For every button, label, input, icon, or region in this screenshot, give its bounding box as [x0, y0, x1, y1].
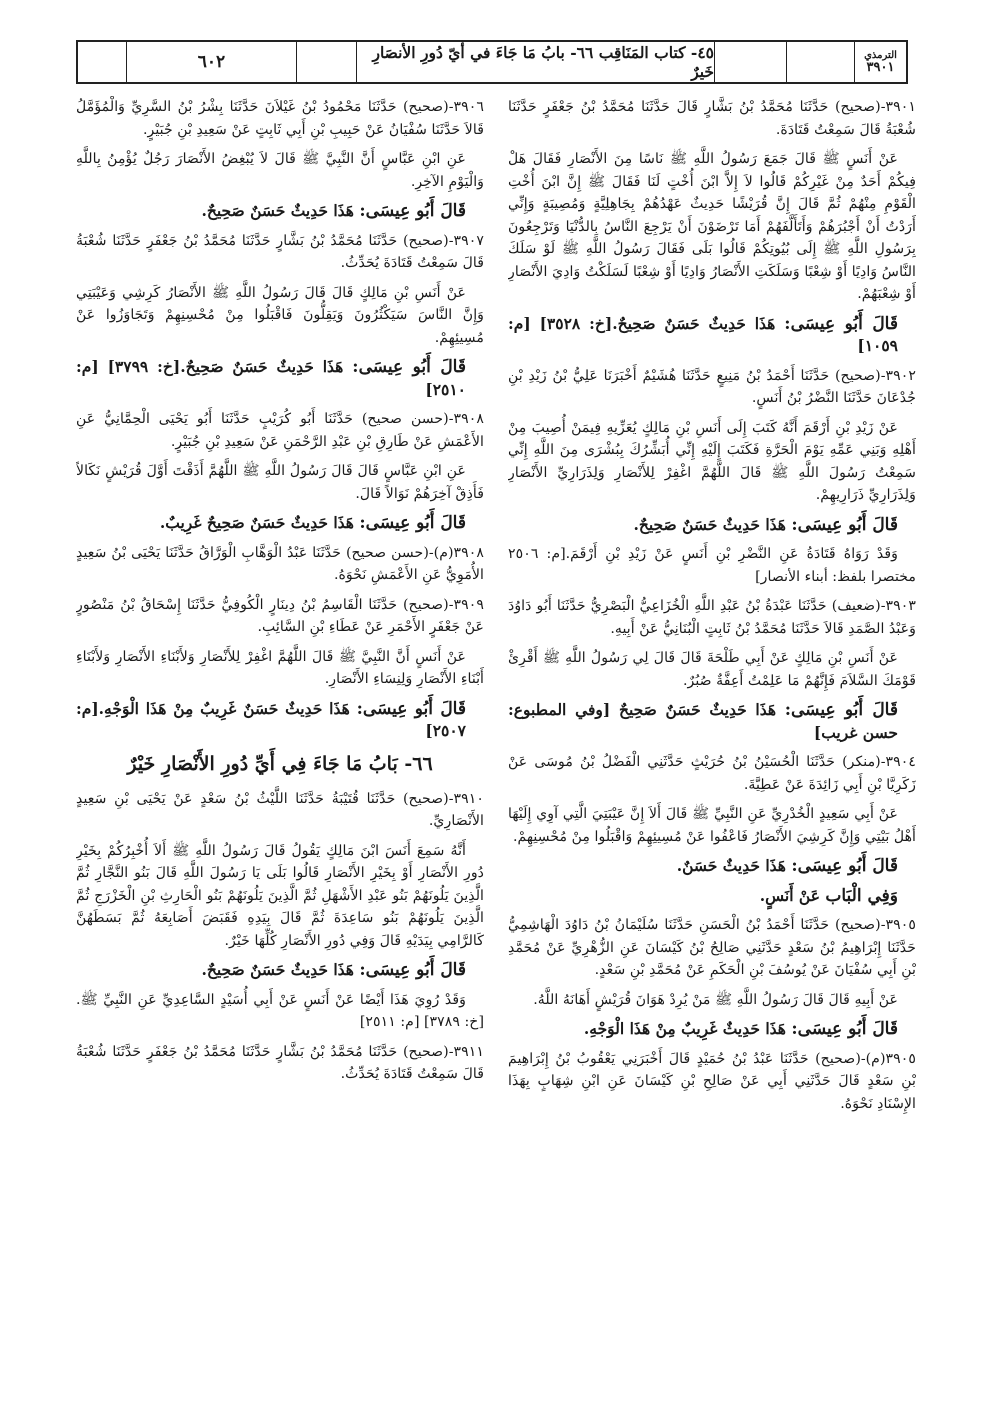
hadith-text: عَنْ زَيْدِ بْنِ أَرْقَمَ أَنَّهُ كَتَبَ إِلَى أَنَسِ بْنِ مَالِكٍ يُعَزِّيهِ فِيمَنْ أُصِيبَ مِنْ أَهْلِهِ وَبَنِي عَمِّهِ يَوْمَ الْحَرَّةِ فَكَتَبَ إِلَيْهِ إِنِّي أُبَشِّرُكَ بِبُشْرَى مِنَ اللَّهِ إِنِّي سَمِعْتُ رَسُولَ اللَّهِ ﷺ قَالَ اللَّهُمَّ اغْفِرْ لِلأَنْصَارِ وَلِذَرَارِيِّ الأَنْصَارِ وَلِذَرَارِيِّ ذَرَارِيهِمْ. [508, 419, 916, 503]
verdict-text: هَذَا حَدِيثٌ حَسَنٌ صَحِيحٌ. [201, 960, 360, 979]
verdict-line [508, 313, 898, 358]
hadith-text: عَنْ أَنَسِ بْنِ مَالِكٍ قَالَ قَالَ رَسُولُ اللَّهِ ﷺ الأَنْصَارُ كَرِشِي وَعَيْبَتِي وَإِنَّ النَّاسَ سَيَكْثُرُونَ وَيَقِلُّونَ فَاقْبَلُوا مِنْ مُحْسِنِهِمْ وَتَجَاوَزُوا عَنْ مُسِيئِهِمْ. [76, 284, 484, 346]
verdict-line [508, 1018, 898, 1041]
verdict-text: عَنْ أَنَسٍ. [759, 885, 826, 905]
verdict-line [76, 356, 466, 401]
verdict-speaker: قَالَ أَبُو عِيسَى: [359, 201, 466, 221]
verdict-speaker: قَالَ أَبُو عِيسَى: [791, 514, 898, 535]
book-label-cell [854, 42, 906, 82]
hadith-isnad: ٣٩٠٣-(ضعيف) حَدَّثَنَا عَبْدَةُ بْنُ عَبْدِ اللَّهِ الْخُزَاعِيُّ الْبَصْرِيُّ حَدَّثَنَا أَبُو دَاوُدَ وَعَبْدُ الصَّمَدِ قَالاَ حَدَّثَنَا مُحَمَّدُ بْنُ ثَابِتٍ الْبُنَانِيُّ عَنْ أَبِيهِ. [508, 598, 916, 637]
verdict-text: هَذَا حَدِيثٌ حَسَنٌ. [676, 856, 792, 875]
header-blank-cell [296, 42, 356, 82]
verdict-line [508, 855, 898, 878]
verdict-line [508, 514, 898, 537]
verdict-line [76, 698, 466, 743]
header-blank-cell [714, 42, 786, 82]
hadith-isnad: ٣٩٠٨(م)-(حسن صحيح) حَدَّثَنَا عَبْدُ الْوَهَّابِ الْوَرَّاقُ حَدَّثَنَا يَحْيَى بْنُ سَعِيدٍ الأُمَوِيُّ عَنِ الأَعْمَشِ نَحْوَهُ. [76, 544, 484, 583]
right-column [508, 96, 916, 1363]
hadith-text: عَنْ أَبِي سَعِيدٍ الْخُدْرِيِّ عَنِ النَّبِيِّ ﷺ قَالَ أَلاَ إِنَّ عَيْبَتِيَ الَّتِي آوِي إِلَيْهَا أَهْلُ بَيْتِي وَإِنَّ كَرِشِيَ الأَنْصَارُ فَاعْفُوا عَنْ مُسِيئِهِمْ وَاقْبَلُوا مِنْ مُحْسِنِهِمْ. [508, 806, 916, 845]
verdict-speaker: وَفِي الْبَاب [825, 885, 898, 906]
verdict-text: هَذَا حَدِيثٌ غَرِيبٌ مِنْ هَذَا الْوَجْهِ. [583, 1019, 792, 1038]
verdict-text: هَذَا حَدِيثٌ حَسَنٌ صَحِيحٌ. [201, 201, 360, 220]
hadith-text: وَقَدْ رَوَاهُ قَتَادَةُ عَنِ النَّضْرِ بْنِ أَنَسٍ عَنْ زَيْدِ بْنِ أَرْقَمَ.[م: ٢٥٠٦ مختصرا بلفظ: أبناء الأنصار] [508, 546, 916, 585]
hadith-isnad: ٣٩٠١-(صحيح) حَدَّثَنَا مُحَمَّدُ بْنُ بَشَّارٍ قَالَ حَدَّثَنَا مُحَمَّدُ بْنُ جَعْفَرٍ حَدَّثَنَا شُعْبَةُ قَالَ سَمِعْتُ قَتَادَةَ. [508, 99, 916, 138]
hadith-text: عَنْ أَنَسٍ أَنَّ النَّبِيَّ ﷺ قَالَ اللَّهُمَّ اغْفِرْ لِلأَنْصَارِ وَلأَبْنَاءِ الأَنْصَارِ وَلأَبْنَاءِ أَبْنَاءِ الأَنْصَارِ وَلِنِسَاءِ الأَنْصَارِ. [76, 648, 484, 687]
verdict-line [76, 959, 466, 982]
hadith-isnad: ٣٩١٠-(صحيح) حَدَّثَنَا قُتَيْبَةُ حَدَّثَنَا اللَّيْثُ بْنُ سَعْدٍ عَنْ يَحْيَى بْنِ سَعِيدٍ الأَنْصَارِيِّ. [76, 790, 484, 829]
verdict-text: هَذَا حَدِيثٌ حَسَنٌ غَرِيبٌ مِنْ هَذَا الْوَجْهِ.[م: ٢٥٠٧] [76, 698, 466, 740]
header-blank-cell [76, 42, 126, 82]
hadith-text: عَنْ أَبِيهِ قَالَ قَالَ رَسُولُ اللَّهِ ﷺ مَنْ يُرِدْ هَوَانَ قُرَيْشٍ أَهَانَهُ اللَّهُ. [533, 991, 898, 1008]
hadith-isnad: ٣٩٠٢-(صحيح) حَدَّثَنَا أَحْمَدُ بْنُ مَنِيعٍ حَدَّثَنَا هُشَيْمٌ أَخْبَرَنَا عَلِيُّ بْنُ زَيْدِ بْنِ جُدْعَانَ حَدَّثَنَا النَّضْرُ بْنُ أَنَسٍ. [508, 367, 916, 406]
hadith-text: أَنَّهُ سَمِعَ أَنَسَ ابْنَ مَالِكٍ يَقُولُ قَالَ رَسُولُ اللَّهِ ﷺ أَلاَ أُخْبِرُكُمْ بِخَيْرِ دُورِ الأَنْصَارِ أَوْ بِخَيْرِ الأَنْصَارِ قَالُوا بَلَى يَا رَسُولَ اللَّهِ قَالَ بَنُو النَّجَّارِ ثُمَّ الَّذِينَ يَلُونَهُمْ بَنُو عَبْدِ الأَشْهَلِ ثُمَّ الَّذِينَ يَلُونَهُمْ بَنُو الْحَارِثِ بْنِ الْخَزْرَجِ ثُمَّ الَّذِينَ يَلُونَهُمْ بَنُو سَاعِدَةَ ثُمَّ قَالَ بِيَدِهِ فَقَبَضَ أَصَابِعَهُ ثُمَّ بَسَطَهُنَّ كَالرَّامِي بِيَدَيْهِ قَالَ وَفِي دُورِ الأَنْصَارِ كُلِّهَا خَيْرٌ. [76, 842, 484, 949]
page-header [76, 40, 908, 84]
hadith-text: وَقَدْ رُوِيَ هَذَا أَيْضًا عَنْ أَنَسٍ عَنْ أَبِي أُسَيْدٍ السَّاعِدِيِّ عَنِ النَّبِيِّ ﷺ.[خ: ٣٧٨٩] [م: ٢٥١١] [76, 991, 484, 1030]
header-title: ٤٥- كتاب المَنَاقِب ٦٦- بابُ مَا جَاءَ في أيّ دُورِ الأنصَارِ خَيرٌ [356, 42, 714, 82]
verdict-text: هَذَا حَدِيثٌ حَسَنٌ صَحِيحٌ. [633, 514, 792, 534]
verdict-line [76, 512, 466, 535]
verdict-line [508, 885, 898, 908]
verdict-text: هَذَا حَدِيثٌ حَسَنٌ صَحِيحٌ.[خ: ٣٥٢٨] [م: ١٠٥٩] [508, 313, 898, 355]
chapter-heading: ٦٦- بَابُ مَا جَاءَ فِي أَيِّ دُورِ الأَنْصَارِ خَيْرٌ [127, 752, 433, 775]
hadith-isnad: ٣٩١١-(صحيح) حَدَّثَنَا مُحَمَّدُ بْنُ بَشَّارٍ حَدَّثَنَا مُحَمَّدُ بْنُ جَعْفَرٍ حَدَّثَنَا شُعْبَةُ قَالَ سَمِعْتُ قَتَادَةَ يُحَدِّثُ. [76, 1043, 484, 1082]
header-blank-cell [786, 42, 854, 82]
verdict-text: هَذَا حَدِيثٌ حَسَنٌ صَحِيحٌ غَرِيبٌ. [159, 513, 360, 532]
verdict-speaker: قَالَ أَبُو عِيسَى: [356, 698, 466, 719]
verdict-speaker: قَالَ أَبُو عِيسَى: [352, 357, 466, 377]
page-number: ٦٠٢ [126, 42, 296, 82]
verdict-speaker: قَالَ أَبُو عِيسَى: [791, 856, 898, 876]
hadith-isnad: ٣٩٠٥(م)-(صحيح) حَدَّثَنَا عَبْدُ بْنُ حُمَيْدٍ قَالَ أَخْبَرَنِي يَعْقُوبُ بْنُ إِبْرَاهِيمَ بْنِ سَعْدٍ قَالَ حَدَّثَنِي أَبِي عَنْ صَالِحِ بْنِ كَيْسَانَ عَنِ ابْنِ شِهَابٍ بِهَذَا الإِسْنَادِ نَحْوَهُ. [508, 1050, 916, 1112]
hadith-text: عَنْ أَنَسٍ ﷺ قَالَ جَمَعَ رَسُولُ اللَّهِ ﷺ نَاسًا مِنَ الأَنْصَارِ فَقَالَ هَلْ فِيكُمْ أَحَدٌ مِنْ غَيْرِكُمْ قَالُوا لاَ إِلاَّ ابْنَ أُخْتٍ لَنَا فَقَالَ ﷺ إِنَّ ابْنَ أُخْتِ الْقَوْمِ مِنْهُمْ ثُمَّ قَالَ إِنَّ قُرَيْشًا حَدِيثٌ عَهْدُهُمْ بِجَاهِلِيَّةٍ وَمُصِيبَةٍ وَإِنِّي أَرَدْتُ أَنْ أَجْبُرَهُمْ وَأَتَأَلَّفَهُمْ أَمَا تَرْضَوْنَ أَنْ يَرْجِعَ النَّاسُ بِالدُّنْيَا وَتَرْجِعُونَ بِرَسُولِ اللَّهِ ﷺ إِلَى بُيُوتِكُمْ قَالُوا بَلَى فَقَالَ رَسُولُ اللَّهِ ﷺ لَوْ سَلَكَ النَّاسُ وَادِيًا أَوْ شِعْبًا وَسَلَكَتِ الأَنْصَارُ وَادِيًا أَوْ شِعْبًا لَسَلَكْتُ وَادِيَ الأَنْصَارِ أَوْ شِعْبَهُمْ. [508, 151, 916, 302]
hadith-isnad: ٣٩٠٦-(صحيح) حَدَّثَنَا مَحْمُودُ بْنُ غَيْلاَنَ حَدَّثَنَا بِشْرُ بْنُ السَّرِيِّ وَالْمُؤَمَّلُ قَالاَ حَدَّثَنَا سُفْيَانُ عَنْ حَبِيبِ بْنِ أَبِي ثَابِتٍ عَنْ سَعِيدِ بْنِ جُبَيْرٍ. [76, 99, 484, 138]
hadith-isnad: ٣٩٠٩-(صحيح) حَدَّثَنَا الْقَاسِمُ بْنُ دِينَارٍ الْكُوفِيُّ حَدَّثَنَا إِسْحَاقُ بْنُ مَنْصُورٍ عَنْ جَعْفَرٍ الأَحْمَرِ عَنْ عَطَاءِ بْنِ السَّائِبِ. [76, 596, 484, 635]
hadith-isnad: ٣٩٠٥-(صحيح) حَدَّثَنَا أَحْمَدُ بْنُ الْحَسَنِ حَدَّثَنَا سُلَيْمَانُ بْنُ دَاوُدَ الْهَاشِمِيُّ حَدَّثَنَا إِبْرَاهِيمُ بْنُ سَعْدٍ حَدَّثَنِي صَالِحُ بْنُ كَيْسَانَ عَنِ الزُّهْرِيِّ عَنْ مُحَمَّدِ بْنِ أَبِي سُفْيَانَ عَنْ يُوسُفَ بْنِ الْحَكَمِ عَنْ مُحَمَّدِ بْنِ سَعْدٍ. [508, 917, 916, 978]
verdict-speaker: قَالَ أَبُو عِيسَى: [784, 313, 898, 334]
verdict-speaker: قَالَ أَبُو عِيسَى: [784, 700, 898, 720]
verdict-line [508, 699, 898, 744]
hadith-text: عَنْ أَنَسِ بْنِ مَالِكٍ عَنْ أَبِي طَلْحَةَ قَالَ قَالَ لِي رَسُولُ اللَّهِ ﷺ أَقْرِئْ قَوْمَكَ السَّلاَمَ فَإِنَّهُمْ مَا عَلِمْتُ أَعِفَّةٌ صُبُرٌ. [508, 650, 916, 689]
book-label: الترمذي [864, 50, 897, 61]
verdict-speaker: قَالَ أَبُو عِيسَى: [359, 960, 466, 980]
verdict-speaker: قَالَ أَبُو عِيسَى: [359, 513, 466, 533]
verdict-speaker: قَالَ أَبُو عِيسَى: [791, 1019, 898, 1039]
verdict-text: هَذَا حَدِيثٌ حَسَنٌ صَحِيحٌ.[خ: ٣٧٩٩] [م: ٢٥١٠] [76, 357, 466, 399]
hadith-text: عَنِ ابْنِ عَبَّاسٍ أَنَّ النَّبِيَّ ﷺ قَالَ لاَ يُبْغِضُ الأَنْصَارَ رَجُلٌ يُؤْمِنُ بِاللَّهِ وَالْيَوْمِ الآخِرِ. [76, 151, 484, 190]
hadith-text: عَنِ ابْنِ عَبَّاسٍ قَالَ قَالَ رَسُولُ اللَّهِ ﷺ اللَّهُمَّ أَذَقْتَ أَوَّلَ قُرَيْشٍ نَكَالاً فَأَذِقْ آخِرَهُمْ نَوَالاً قَالَ. [76, 463, 484, 502]
hadith-isnad: ٣٩٠٨-(حسن صحيح) حَدَّثَنَا أَبُو كُرَيْبٍ حَدَّثَنَا أَبُو يَحْيَى الْحِمَّانِيُّ عَنِ الأَعْمَشِ عَنْ طَارِقِ بْنِ عَبْدِ الرَّحْمَنِ عَنْ سَعِيدِ بْنِ جُبَيْرٍ. [76, 411, 484, 450]
hadith-isnad: ٣٩٠٤-(منكر) حَدَّثَنَا الْحُسَيْنُ بْنُ حُرَيْثٍ حَدَّثَنِي الْفَضْلُ بْنُ مُوسَى عَنْ زَكَرِيَّا بْنِ أَبِي زَائِدَةَ عَنْ عَطِيَّةَ. [508, 754, 916, 793]
hadith-isnad: ٣٩٠٧-(صحيح) حَدَّثَنَا مُحَمَّدُ بْنُ بَشَّارٍ حَدَّثَنَا مُحَمَّدُ بْنُ جَعْفَرٍ حَدَّثَنَا شُعْبَةُ قَالَ سَمِعْتُ قَتَادَةَ يُحَدِّثُ. [76, 232, 484, 271]
hadith-range: ٣٩٠١ [866, 60, 895, 75]
verdict-line [76, 200, 466, 223]
verdict-text: هَذَا حَدِيثٌ حَسَنٌ صَحِيحٌ [وفي المطبوع: حسن غريب] [508, 700, 898, 742]
left-column [76, 96, 484, 1363]
